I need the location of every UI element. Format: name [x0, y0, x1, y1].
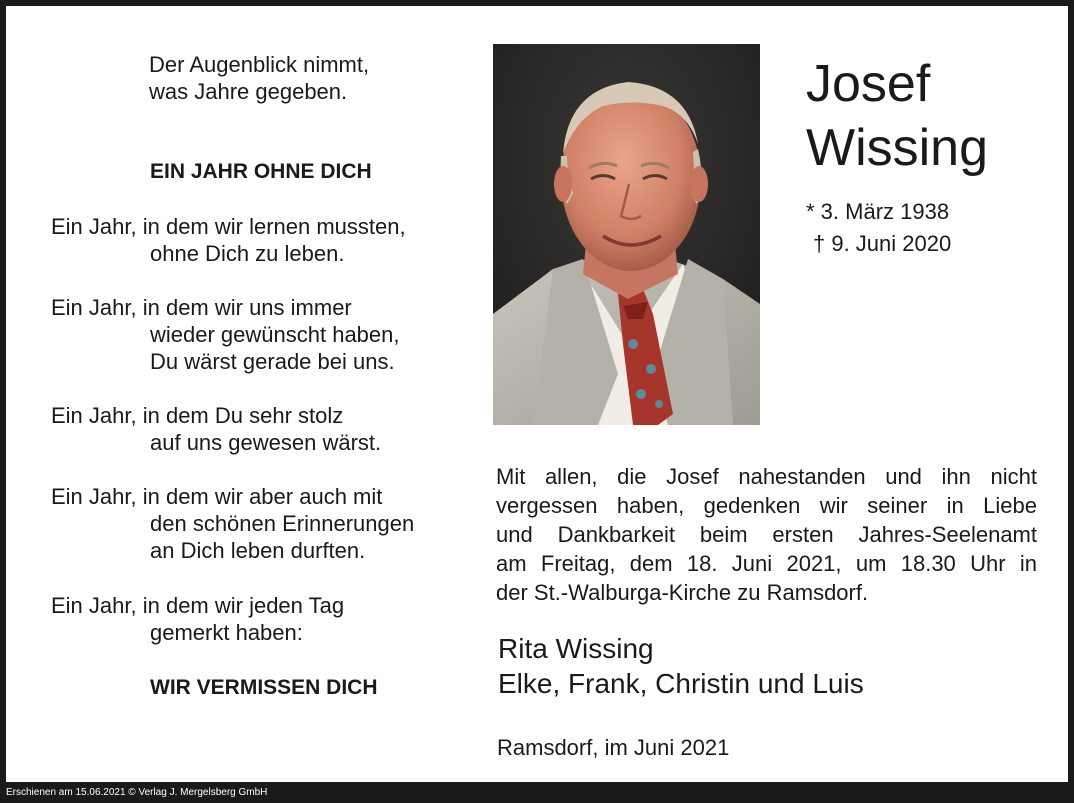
poem-stanza-2-line-2: wieder gewünscht haben,: [150, 322, 400, 347]
announcement-line: Mit allen, die Josef nahestanden und ihn nicht: [496, 464, 1037, 489]
poem-stanza-2-line-3: Du wärst gerade bei uns.: [150, 349, 395, 374]
announcement-line: und Dankbarkeit beim ersten Jahres-Seelenamt: [496, 522, 1037, 547]
poem-stanza-5-line-1: Ein Jahr, in dem wir jeden Tag: [51, 593, 345, 618]
signature-line-2: Elke, Frank, Christin und Luis: [498, 668, 864, 699]
deceased-first-name: Josef: [806, 55, 931, 113]
poem-stanza-5-line-2: gemerkt haben:: [150, 620, 303, 645]
signature-line-1: Rita Wissing: [498, 633, 654, 664]
poem-closing: WIR VERMISSEN DICH: [150, 676, 378, 699]
poem-stanza-4-line-3: an Dich leben durften.: [150, 538, 366, 563]
poem-stanza-4-line-2: den schönen Erinnerungen: [150, 511, 415, 536]
announcement-line: vergessen haben, gedenken wir seiner in Liebe: [496, 493, 1037, 518]
poem-intro-line-1: Der Augenblick nimmt,: [149, 52, 370, 77]
publication-footer: Erschienen am 15.06.2021 © Verlag J. Mergelsberg GmbH: [6, 787, 268, 798]
announcement-line: der St.-Walburga-Kirche zu Ramsdorf.: [496, 580, 869, 605]
birth-date: * 3. März 1938: [806, 199, 950, 224]
poem-stanza-2-line-1: Ein Jahr, in dem wir uns immer: [51, 295, 352, 320]
poem-heading: EIN JAHR OHNE DICH: [150, 160, 372, 183]
poem-stanza-3-line-1: Ein Jahr, in dem Du sehr stolz: [51, 403, 344, 428]
portrait-photo: [493, 44, 760, 425]
place-date: Ramsdorf, im Juni 2021: [497, 735, 730, 760]
poem-stanza-1-line-1: Ein Jahr, in dem wir lernen mussten,: [51, 214, 406, 239]
poem-stanza-3-line-2: auf uns gewesen wärst.: [150, 430, 382, 455]
death-date: † 9. Juni 2020: [813, 231, 952, 256]
poem-stanza-1-line-2: ohne Dich zu leben.: [150, 241, 345, 266]
poem-intro-line-2: was Jahre gegeben.: [149, 79, 348, 104]
announcement-line: am Freitag, dem 18. Juni 2021, um 18.30 Uhr in: [496, 551, 1037, 576]
announcement-text: [496, 462, 1037, 607]
poem-stanza-4-line-1: Ein Jahr, in dem wir aber auch mit: [51, 484, 383, 509]
deceased-last-name: Wissing: [806, 119, 989, 177]
obituary-card: [6, 6, 1068, 782]
